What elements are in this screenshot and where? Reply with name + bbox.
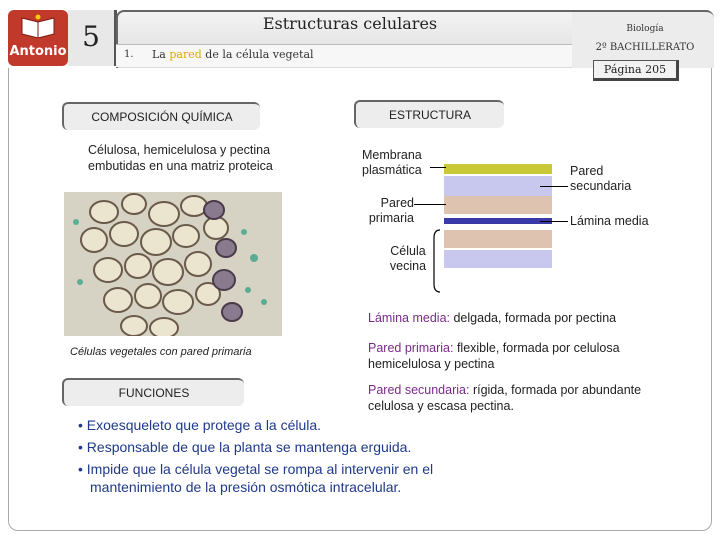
- functions-heading: FUNCIONES: [62, 378, 244, 406]
- plant-cells-illustration: [64, 192, 282, 336]
- list-item: • Responsable de que la planta se mantenga erguida.: [78, 439, 412, 455]
- composition-text: Célulosa, hemicelulosa y pectina embutidas en una matriz proteica: [88, 143, 273, 173]
- logo-text: Antonio: [9, 44, 67, 59]
- definition-key: Pared primaria:: [368, 341, 454, 355]
- page-title: Estructuras celulares: [262, 14, 438, 33]
- unit-number: 5: [82, 20, 100, 53]
- section-number: 1.: [124, 49, 134, 60]
- section-line: [116, 44, 572, 67]
- micrograph-image: [64, 192, 282, 336]
- primary-wall-pointer: [414, 204, 446, 205]
- membrane-pointer: [430, 167, 446, 168]
- definition-key: Pared secundaria:: [368, 383, 470, 397]
- unit-box: [68, 10, 117, 66]
- secondary-wall-layer: [444, 176, 552, 196]
- definition-key: Lámina media:: [368, 311, 450, 325]
- middle-lamella-label: Lámina media: [570, 214, 649, 228]
- grade-label: 2º BACHILLERATO: [595, 42, 695, 53]
- book-icon: [20, 14, 56, 38]
- structure-heading: ESTRUCTURA: [354, 100, 504, 128]
- section-title-before: La: [152, 48, 166, 61]
- membrane-layer: [444, 164, 552, 174]
- section-title: [152, 48, 314, 61]
- definition-middle-lamella: [368, 310, 698, 326]
- primary-wall-layer: [444, 196, 552, 214]
- publisher-logo: [8, 10, 68, 66]
- section-title-highlight: pared: [169, 48, 202, 61]
- membrane-label: Membrana plasmática: [362, 148, 422, 177]
- subject-label: Biología: [626, 24, 664, 34]
- page-number: Página 205: [593, 60, 679, 81]
- neighbor-cell-bracket: [430, 228, 442, 294]
- secondary-wall-label: Pared secundaria: [570, 164, 632, 193]
- definition-value: rígida, formada por abundante celulosa y escasa pectina.: [368, 383, 642, 413]
- primary-wall-label: Pared primaria: [368, 196, 414, 225]
- middle-lamella-pointer: [540, 221, 568, 222]
- definition-secondary-wall: [368, 382, 686, 414]
- image-caption: Células vegetales con pared primaria: [70, 346, 252, 358]
- neighbor-cell-label: Célula vecina: [389, 244, 427, 273]
- list-item: • Impide que la célula vegetal se rompa al intervenir en el mantenimiento de la presión osmótica intracelular.: [78, 461, 434, 495]
- middle-lamella-layer: [444, 218, 552, 224]
- neighbor-primary-wall-layer: [444, 230, 552, 248]
- composition-heading: COMPOSICIÓN QUÍMICA: [62, 102, 260, 130]
- section-title-after: de la célula vegetal: [205, 48, 314, 61]
- neighbor-cell-layer: [444, 250, 552, 268]
- functions-list: [78, 416, 508, 500]
- definition-value: delgada, formada por pectina: [453, 311, 617, 325]
- definition-primary-wall: [368, 340, 668, 372]
- secondary-wall-pointer: [540, 186, 568, 187]
- definition-value: flexible, formada por celulosa hemicelulosa y pectina: [368, 341, 620, 371]
- list-item: • Exoesqueleto que protege a la célula.: [78, 417, 322, 433]
